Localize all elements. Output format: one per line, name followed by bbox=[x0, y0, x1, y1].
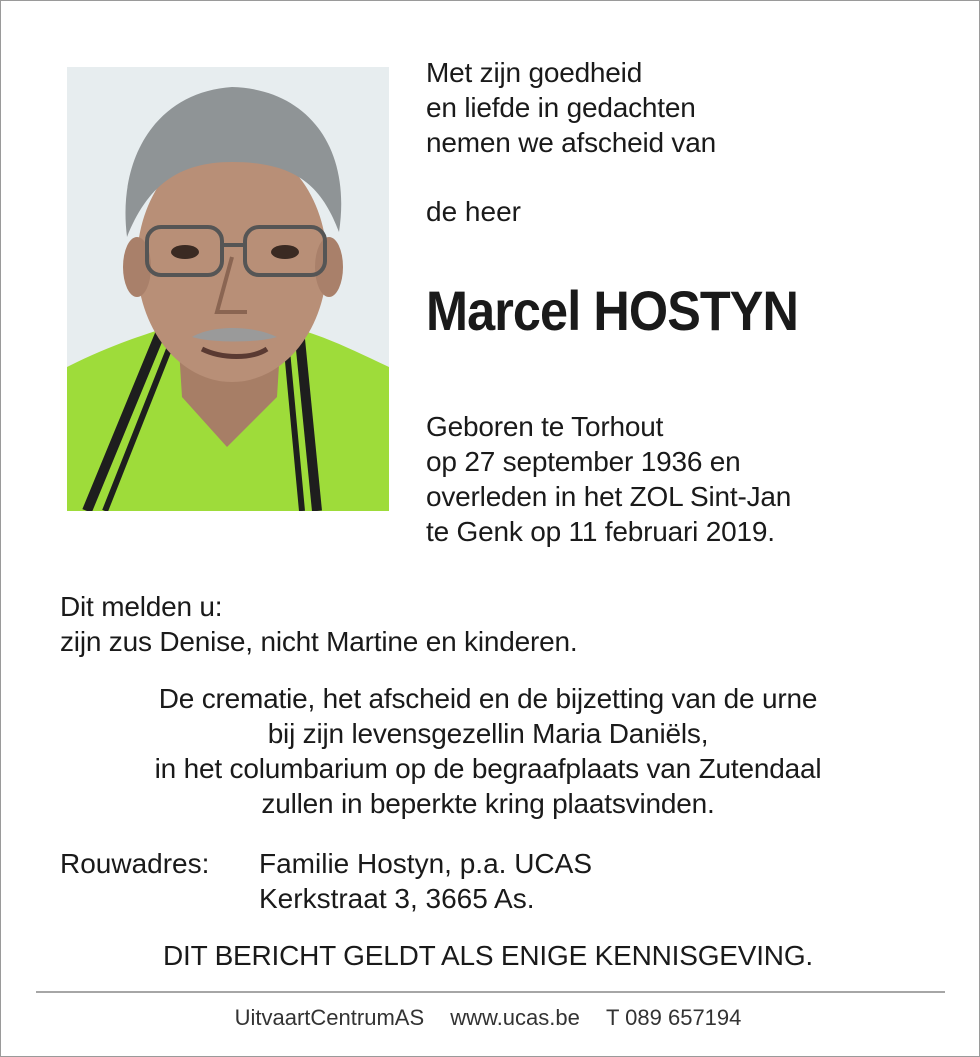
notify-line: zijn zus Denise, nicht Martine en kinderen. bbox=[60, 626, 578, 657]
info-line: op 27 september 1936 en bbox=[426, 446, 741, 477]
footer-divider bbox=[36, 991, 945, 993]
deceased-name: Marcel HOSTYN bbox=[426, 279, 799, 342]
birth-death-info bbox=[426, 409, 791, 549]
portrait-photo bbox=[67, 67, 389, 511]
sole-notice: DIT BERICHT GELDT ALS ENIGE KENNISGEVING. bbox=[163, 940, 813, 971]
ceremony-line: zullen in beperkte kring plaatsvinden. bbox=[261, 788, 715, 819]
footer-website: www.ucas.be bbox=[450, 1005, 580, 1030]
footer bbox=[0, 1005, 976, 1031]
footer-phone: T 089 657194 bbox=[606, 1005, 742, 1030]
address-line: Kerkstraat 3, 3665 As. bbox=[259, 883, 535, 914]
intro-line: Met zijn goedheid bbox=[426, 57, 643, 88]
address-label: Rouwadres: bbox=[60, 848, 210, 879]
intro-line: nemen we afscheid van bbox=[426, 127, 716, 158]
intro-text bbox=[426, 55, 716, 160]
ceremony-text bbox=[60, 681, 916, 821]
ceremony-line: De crematie, het afscheid en de bijzetting van de urne bbox=[158, 683, 818, 714]
info-line: Geboren te Torhout bbox=[426, 411, 664, 442]
ceremony-line: bij zijn levensgezellin Maria Daniëls, bbox=[267, 718, 709, 749]
notifying-family bbox=[60, 589, 577, 659]
info-line: te Genk op 11 februari 2019. bbox=[426, 516, 775, 547]
ceremony-line: in het columbarium op de begraafplaats van Zutendaal bbox=[154, 753, 822, 784]
mourning-address bbox=[259, 846, 592, 916]
info-line: overleden in het ZOL Sint-Jan bbox=[426, 481, 792, 512]
honorific: de heer bbox=[426, 196, 521, 227]
intro-line: en liefde in gedachten bbox=[426, 92, 696, 123]
address-line: Familie Hostyn, p.a. UCAS bbox=[259, 848, 592, 879]
notify-line: Dit melden u: bbox=[60, 591, 223, 622]
footer-company: UitvaartCentrumAS bbox=[234, 1005, 425, 1030]
